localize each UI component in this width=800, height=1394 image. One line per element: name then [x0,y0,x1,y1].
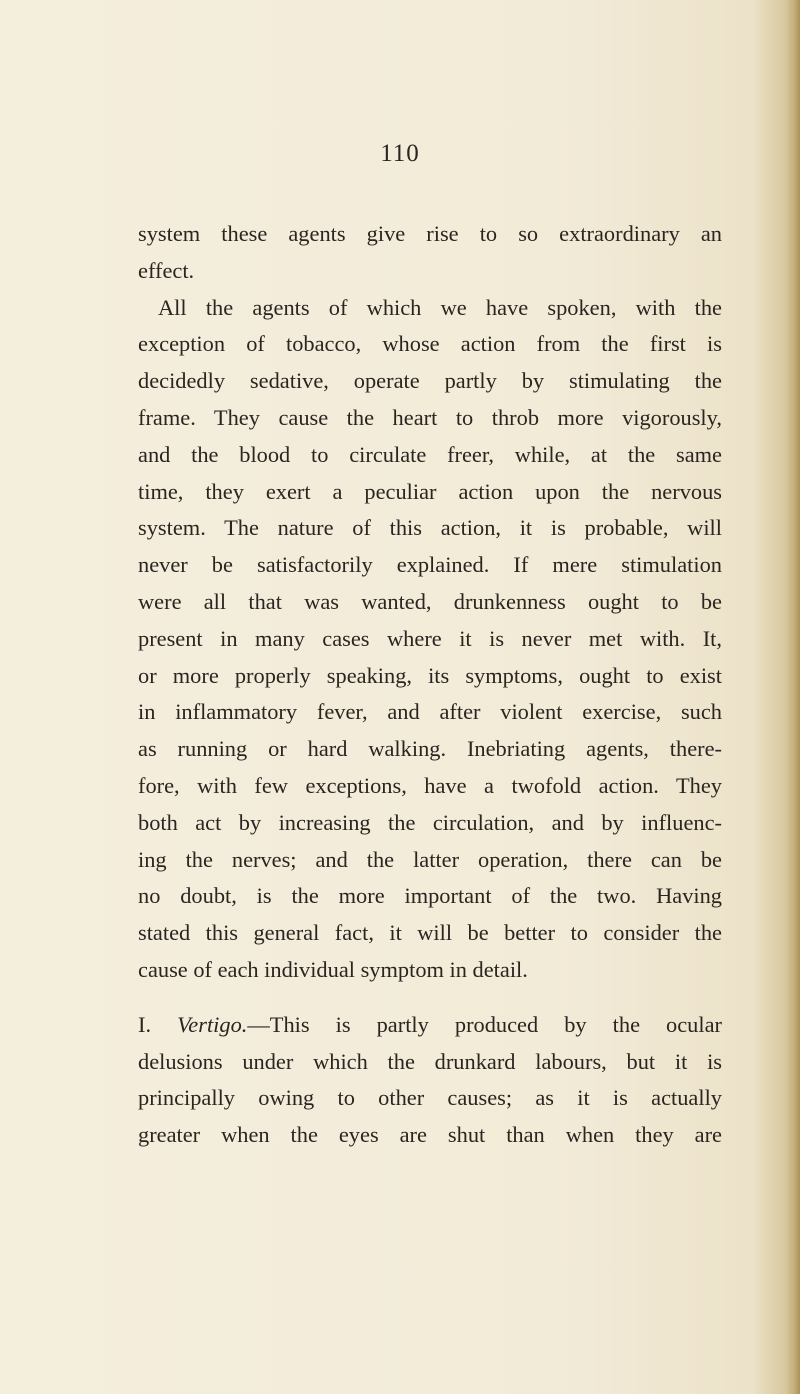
text-line: stated this general fact, it will be better to consider the [138,920,722,946]
text-line: ing the nerves; and the latter operation, there can be [138,846,722,872]
text-line: greater when the eyes are shut than when they are [138,1122,722,1148]
section-heading: Vertigo. [177,1011,248,1037]
text-line: delusions under which the drunkard labours, but it is [138,1048,722,1074]
section-first-line-rest: —This is partly produced by the ocular [247,1011,722,1037]
text-line: All the agents of which we have spoken, with the [158,294,722,320]
text-line: as running or hard walking. Inebriating agents, there- [138,736,722,762]
text-line: or more properly speaking, its symptoms, ought to exist [138,662,722,688]
text-line: decidedly sedative, operate partly by stimulating the [138,368,722,394]
body-text [138,216,722,1154]
section-lines [138,1044,722,1154]
text-line: cause of each individual symptom in detail. [138,956,528,982]
text-line: were all that was wanted, drunkenness ought to be [138,588,722,614]
section-gap [138,989,722,1007]
text-line: frame. They cause the heart to throb more vigorously, [138,404,722,430]
text-line: effect. [138,257,195,283]
page-number: 110 [380,140,420,167]
paragraph-lines [138,216,722,989]
text-line: system these agents give rise to so extraordinary an [138,221,722,246]
text-line: never be satisfactorily explained. If mere stimulation [138,552,722,578]
section-numeral: I. [138,1011,152,1037]
text-line: in inflammatory fever, and after violent exercise, such [138,699,722,725]
text-line: and the blood to circulate freer, while, at the same [138,441,722,467]
text-line: present in many cases where it is never met with. It, [138,625,722,651]
text-line: both act by increasing the circulation, and by influenc- [138,809,722,835]
section-first-line [138,1007,722,1044]
text-line: time, they exert a peculiar action upon the nervous [138,478,722,504]
text-line: system. The nature of this action, it is probable, will [138,515,722,541]
text-line: principally owing to other causes; as it is actually [138,1085,722,1111]
text-line: no doubt, is the more important of the two. Having [138,883,722,909]
text-line: exception of tobacco, whose action from the first is [138,331,722,357]
page-edge-shadow [786,0,800,1394]
text-line: fore, with few exceptions, have a twofold action. They [138,772,722,798]
